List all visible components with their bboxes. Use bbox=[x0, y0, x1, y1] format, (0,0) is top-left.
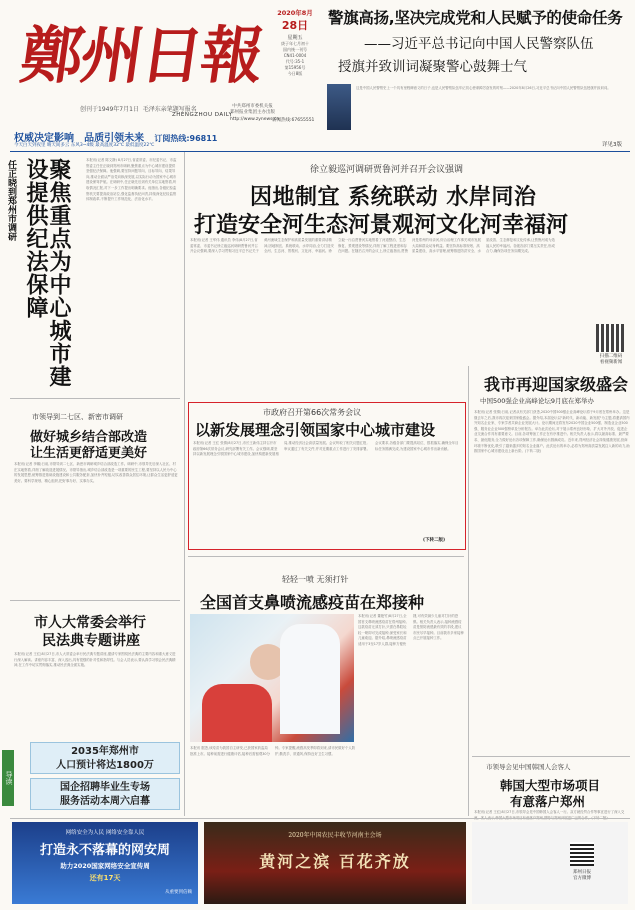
boxed-kicker: 市政府召开第66次常务会议 bbox=[263, 408, 362, 417]
korea-kicker: 市领导会见中国韩国人会客人 bbox=[486, 763, 571, 771]
top-headline: 警旗高扬,坚决完成党和人民赋予的使命任务 bbox=[328, 9, 623, 27]
boxed-title: 以新发展理念引领国家中心城市建设 bbox=[195, 421, 436, 439]
lead-body: 本报讯(记者 王军伟 通讯员 李伟)8月27日,省委常委、市委书记徐立毅巡河调研贾鲁河并召开会议强调,要深入学习贯彻习近平总书记关于黄河流域生态保护和高质量发展的重要讲话精神,因地制宜、系统联动、水岸同治,全力打造安全河、生态河、景观河、文化河、幸福河。徐立毅一行沿贾鲁河实地察看了河道整治、生态修复、景观建设等情况,详细了解工程进度和存在问题。在随后召开的会议上,徐立毅指出,贾鲁河是郑州的母亲河,综合治理工作事关城市发展大局和群众切身利益。要坚持高标准规划、高质量建设、高水平管理,统筹推进防洪安全、水质改善、生态修复和文化传承,让贾鲁河成为造福人民的幸福河。各级各部门要压实责任,形成合力,确保各项任务如期完成。 bbox=[190, 238, 555, 254]
left-story-body: 本报讯(记者 陈文静) 8月27日,省委常委、市纪委书记、市监察委主任任正晓到郑州市调研,聚焦重点为中心城市建设提供坚强纪法保障。他强调,要坚持问题导向、目标导向、结果导向,推动全面从严治党向纵深发展,以实际行动为国家中心城市建设保驾护航。在调研中,任正晓先后到有关单位实地察看,听取情况汇报,对下一步工作提出明确要求。他指出,各级纪检监察机关要提高政治站位,强化监督执纪问责,持续深化纪检监察体制改革,不断提升工作规范化、法治化水平。 bbox=[86, 158, 177, 202]
qr-code[interactable] bbox=[596, 324, 624, 352]
detail-link[interactable]: 详见3版 bbox=[602, 142, 622, 148]
boxed-body: 本报讯(记者 王红 张倩)8月27日,市长王新伟主持召开市政府第66次常务会议,研究部署有关工作。会议强调,要坚持以新发展理念引领国家中心城市建设,加快构建新发展格局,推动经济社会高质量发展。会议听取了相关议题汇报,审议通过了有关文件,并对近期重点工作进行了安排部署。会议要求,各级各部门要提高站位、狠抓落实,确保全年目标任务圆满完成,为建设国家中心城市作出新贡献。 bbox=[193, 441, 459, 457]
top-banner-summary: 这是中国人民警察史上一个具有里程碑意义的日子,也是人民警察队伍牢记初心使命踔厉奋发的时刻——2020年8月26日,习近平总书记向中国人民警察队伍授旗并致训词。 bbox=[356, 86, 611, 90]
korea-title-1: 韩国大型市场项目 bbox=[500, 778, 601, 793]
boxed-more: (下转二版) bbox=[423, 538, 446, 543]
org-line2: 郑州报业集团主办出版 bbox=[230, 110, 275, 115]
lead-kicker: 徐立毅巡河调研贾鲁河并召开会议强调 bbox=[310, 165, 464, 175]
brief-item-2[interactable]: 国企招聘毕业生专场 服务活动本周六启幕 bbox=[30, 778, 180, 810]
postal-code: 代号:35-1 bbox=[285, 59, 305, 64]
ad-harvest-festival[interactable] bbox=[204, 822, 466, 904]
ad1-line-2: 助力2020国家网络安全宣传周 bbox=[60, 862, 150, 870]
korea-title-2: 有意落户郑州 bbox=[510, 794, 586, 809]
top-subhead-1: ——习近平总书记向中国人民警察队伍 bbox=[364, 36, 594, 52]
vaccine-title: 全国首支鼻喷流感疫苗在郑接种 bbox=[200, 593, 425, 612]
ad-cyber-security[interactable] bbox=[12, 822, 198, 904]
issue-date: 2020年8月 bbox=[277, 9, 313, 17]
founded-date: 创刊于1949年7月1日 bbox=[80, 106, 139, 113]
slogan-2: 品质引领未来 bbox=[84, 133, 145, 144]
story2-body: 本报讯(记者 李娜)日前,市领导到二七区、新密市调研城乡结合部改造工作。调研中,市领导先后深入社区、村庄实地察看,详细了解改造进展情况。市领导指出,城乡结合部改造是一项重要的民生工程,要坚持以人民为中心的发展思想,统筹推进基础设施建设和公共服务配套,加快补齐短板,切实改善群众居住环境,让群众生活更舒适更美好。要科学规划、精心组织,把好事办好、实事办实。 bbox=[14, 462, 178, 483]
police-photo bbox=[327, 84, 351, 130]
subscription-tel: 订阅热线:96811 bbox=[154, 134, 218, 143]
brief-tag: 导读 bbox=[2, 750, 14, 806]
ad2-title: 黄河之滨 百花齐放 bbox=[259, 852, 411, 871]
story3-title-2: 民法典专题讲座 bbox=[42, 633, 140, 649]
issue-day: 28日 bbox=[281, 19, 309, 32]
signature-note: 毛泽东亲笔题写报名 bbox=[142, 106, 197, 113]
weekday: 星期五 bbox=[287, 35, 303, 41]
ad3-caption-1: 郑州日报 bbox=[573, 870, 591, 875]
brief-item-1[interactable]: 2035年郑州市 人口预计将达1800万 bbox=[30, 742, 180, 774]
story3-title-1: 市人大常委会举行 bbox=[34, 615, 146, 631]
org-line1: 中共郑州市委机关报 bbox=[232, 104, 273, 109]
ad1-footer: 从重要到信赖 bbox=[165, 890, 192, 895]
story2-kicker: 市领导到二七区、新密市调研 bbox=[32, 413, 123, 421]
date-box bbox=[272, 8, 318, 100]
expo-kicker: 中国500强企业高峰论坛9月底在郑举办 bbox=[480, 397, 595, 405]
ad-weibo-qr[interactable] bbox=[472, 822, 628, 904]
story3-body: 本报讯(记者 王红)8月27日,市人大常委会举行民法典专题讲座,邀请专家围绕民法典的主要内容和重大意义进行深入解读。讲座内容丰富、深入浅出,具有很强的针对性和指导性。与会人员表示,要认真学习领会民法典精神,在工作中切实贯彻落实,推动民法典全面实施。 bbox=[14, 652, 176, 668]
slogan-1: 权威决定影响 bbox=[14, 133, 74, 144]
newspaper-logo: 鄭州日報 bbox=[16, 19, 267, 92]
korea-body: 本报讯(记者 王红)8月27日,市领导会见中国韩国人会客人一行。双方就经贸合作等事宜进行了深入交 bbox=[474, 810, 625, 814]
qr-caption-2: 看视频新闻 bbox=[599, 360, 623, 365]
weather-bar: 今天白天到夜里 晴天间多云 东风3~4级 最高温度32℃ 最低温度22℃ bbox=[14, 143, 155, 148]
cn-code: CN41-0004 bbox=[283, 53, 307, 58]
vaccine-photo bbox=[190, 614, 354, 742]
weibo-qr-code[interactable] bbox=[570, 842, 594, 866]
ad1-title: 打造永不落幕的网安周 bbox=[39, 843, 170, 858]
lunar-date: 庚子年七月初十 bbox=[281, 41, 309, 46]
issue-number: 第15956号 bbox=[284, 65, 306, 70]
ad1-line-1: 网络安全为人民 网络安全靠人民 bbox=[65, 830, 145, 836]
vaccine-body-right: 本报讯(记者 董艳竹)8月27日,全国首支鼻喷流感疫苗在郑州接种。这款疫苗无须打针,只需在鼻腔轻轻一喷即可完成接种,深受家长和儿童欢迎。据介绍,鼻喷流感疫苗适用于3至17岁人群,接种方便快捷,可有效减少儿童对打针的恐惧。相关负责人表示,接种流感疫苗是预防流感最有效的手段,建议市民尽早接种。目前我市多家接种点已开展接种工作。 bbox=[358, 614, 464, 646]
lead-title-2: 打造安全河生态河景观河文化河幸福河 bbox=[194, 213, 569, 238]
page-count: 今日8版 bbox=[287, 71, 303, 76]
pinyin-title: ZHENGZHOU DAILY bbox=[172, 112, 233, 118]
story2-title-1: 做好城乡结合部改造 bbox=[30, 430, 148, 445]
story2-title-2: 让生活更舒适更美好 bbox=[30, 446, 148, 461]
domestic-code-label: 国内统一刊号 bbox=[283, 47, 307, 52]
top-subhead-2: 授旗并致训词凝聚警心鼓舞士气 bbox=[338, 59, 527, 75]
left-vertical-kicker: 任正晓到郑州市调研 bbox=[6, 160, 16, 241]
website: http://www.zynews.cn bbox=[230, 117, 280, 122]
qr-caption-1: 扫描二维码 bbox=[599, 354, 623, 359]
ad1-line-3: 还有17天 bbox=[89, 874, 121, 882]
top-banner bbox=[328, 6, 628, 86]
slogan-bar bbox=[14, 126, 314, 144]
left-vertical-title: 聚焦重点为中心城市建设提供纪法保障 bbox=[23, 158, 71, 388]
news-hotline: 新闻热线:67655551 bbox=[272, 118, 315, 123]
lead-title-1: 因地制宜 系统联动 水岸同治 bbox=[250, 185, 537, 210]
vaccine-kicker: 轻轻一喷 无须打针 bbox=[282, 575, 349, 584]
expo-title: 我市再迎国家级盛会 bbox=[484, 375, 629, 394]
ad2-line-1: 2020年中国农民丰收节河南主会场 bbox=[288, 832, 382, 839]
vaccine-body-bottom: 本报讯 据悉,该疫苗为我国自主研发,已获国家药监局批准上市。接种前需进行健康评估,接种后需留观30分钟。专家提醒,流感高发季即将到来,请市民做好个人防护,勤洗手、常通风,保持良好卫生习惯。 bbox=[190, 746, 356, 756]
ad3-caption-2: 官方微博 bbox=[573, 876, 591, 881]
boxed-story bbox=[188, 402, 466, 550]
expo-body: 本报讯(记者 张倩)日前,记者从有关部门获悉,2020中国500强企业高峰论坛将于9月底在郑州举办。这是继去年之后,我市再次迎来国家级盛会。据介绍,本届论坛以"新时代、新动能、新发展"为主题,将邀请国内外知名企业家、专家学者共商企业发展大计。论坛期间还将发布2020中国企业500强、制造业企业500强、服务业企业500强榜单及分析报告。举办此次论坛,对于展示郑州良好形象、扩大对外开放、促进企业交流合作具有重要意义。目前,各项筹备工作正在有序推进中。相关负责人表示,将以最高标准、最严要求、最优服务,全力做好论坛各项保障工作,确保论坛圆满成功。近年来,郑州经济社会持续健康发展,营商环境不断优化,吸引了越来越多的知名企业落户。此次论坛的举办,必将为郑州高质量发展注入新的动力,助推国家中心城市建设迈上新台阶。(下转二版) bbox=[474, 410, 630, 454]
